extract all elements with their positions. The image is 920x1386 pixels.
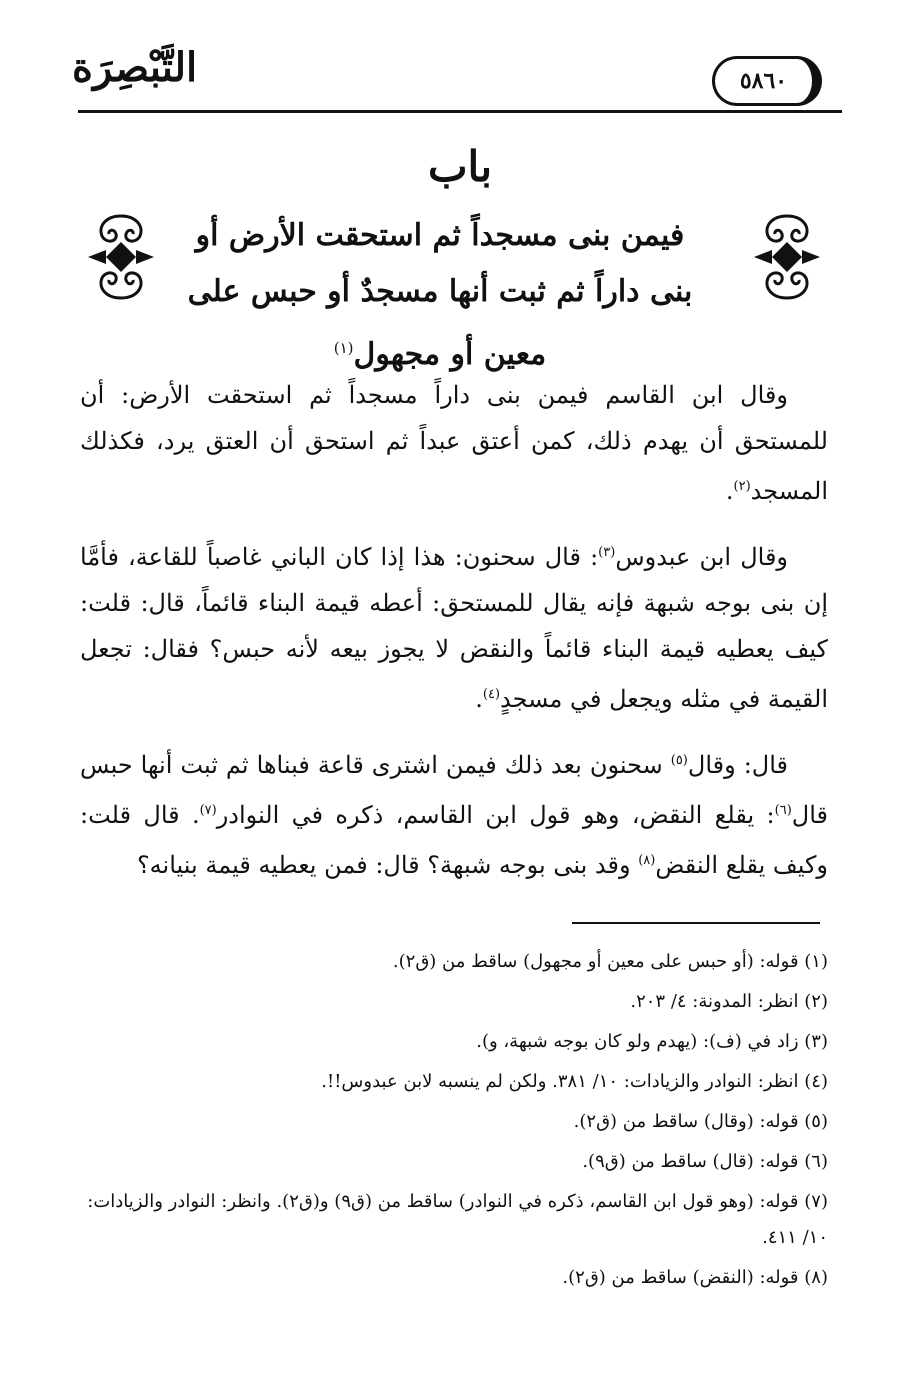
- footnote-separator: [572, 922, 820, 924]
- footnote: (٦) قوله: (قال) ساقط من (ق٩).: [582, 1151, 828, 1172]
- chapter-title-text: معين أو مجهول: [353, 337, 547, 372]
- footnote: (١) قوله: (أو حبس على معين أو مجهول) ساقط من (ق٢).: [392, 951, 828, 972]
- body-paragraph: [80, 372, 828, 514]
- chapter-title: [180, 208, 700, 383]
- body-text-run: سحنون بعد ذلك فيمن اشترى قاعة فبناها ثم ثبت أنها حبس قال: [80, 751, 828, 829]
- body-paragraph: [80, 738, 828, 888]
- footnote-ref: (٦): [774, 803, 792, 818]
- floral-ornament-icon: [86, 212, 156, 302]
- body-text-run: وقد بنى بوجه شبهة؟ قال: فمن يعطيه قيمة بنيانه؟: [136, 851, 639, 879]
- body-text-run: : يقلع النقض، وهو قول ابن القاسم، ذكره في النوادر: [216, 801, 775, 829]
- body-text-run: وقال ابن القاسم فيمن بنى داراً مسجداً ثم استحقت الأرض: أن للمستحق أن يهدم ذلك، كمن أعتق عبداً ثم استحق أن العتق يرد، فكذلك المسجد: [80, 381, 828, 505]
- body-text-run: . قال قلت: وكيف يقلع النقض: [80, 801, 828, 879]
- footnote-ref: (٥): [670, 753, 688, 768]
- body-paragraph: [80, 530, 828, 722]
- footnotes: [80, 944, 828, 1300]
- footnote: (٥) قوله: (وقال) ساقط من (ق٢).: [573, 1111, 828, 1132]
- footnote-ref: (١): [333, 339, 354, 357]
- running-title: التَّبْصِرَة: [72, 44, 198, 91]
- body-text-run: .: [725, 477, 734, 505]
- page-number-text: ٥٨٦٠: [739, 68, 788, 94]
- footnote: (٣) زاد في (ف): (يهدم ولو كان بوجه شبهة، و).: [476, 1031, 828, 1052]
- chapter-label: باب: [427, 142, 493, 191]
- footnote: (٤) انظر: النوادر والزيادات: ١٠/ ٣٨١. ولكن لم ينسبه لابن عبدوس!!.: [321, 1071, 828, 1092]
- floral-ornament-icon: [752, 212, 822, 302]
- footnote-ref: (٨): [638, 853, 656, 868]
- body-text-run: وقال ابن عبدوس: [615, 543, 789, 571]
- footnote: (٢) انظر: المدونة: ٤/ ٢٠٣.: [630, 991, 828, 1012]
- body-text-run: قال: وقال: [687, 751, 789, 779]
- footnote-ref: (٧): [199, 803, 217, 818]
- footnote: (٨) قوله: (النقض) ساقط من (ق٢).: [562, 1267, 828, 1288]
- page-number: [712, 56, 822, 106]
- chapter-title-line: فيمن بنى مسجداً ثم استحقت الأرض أو: [195, 218, 685, 253]
- body-text-run: .: [475, 685, 483, 713]
- footnote-ref: (٤): [482, 687, 501, 702]
- body-text: [80, 372, 828, 904]
- footnote: (٧) قوله: (وهو قول ابن القاسم، ذكره في النوادر) ساقط من (ق٩) و(ق٢). وانظر: النوادر والزيادات: ١٠/ ٤١١.: [87, 1191, 828, 1248]
- footnote-ref: (٢): [733, 479, 751, 494]
- body-text-run: : قال سحنون: هذا إذا كان الباني غاصباً للقاعة، فأمَّا إن بنى بوجه شبهة فإنه يقال للمستحق: أعطه قيمة البناء قائماً، قال: قلت: كيف يعطيه قيمة البناء قائماً والنقض لا يجوز بيعه لأنه حبس؟ فقال: تجعل القيمة في مثله ويجعل في مسجدٍ: [80, 543, 828, 713]
- header-rule: [78, 110, 842, 113]
- footnote-ref: (٣): [598, 545, 616, 560]
- chapter-title-line: بنى داراً ثم ثبت أنها مسجدٌ أو حبس على: [187, 274, 693, 309]
